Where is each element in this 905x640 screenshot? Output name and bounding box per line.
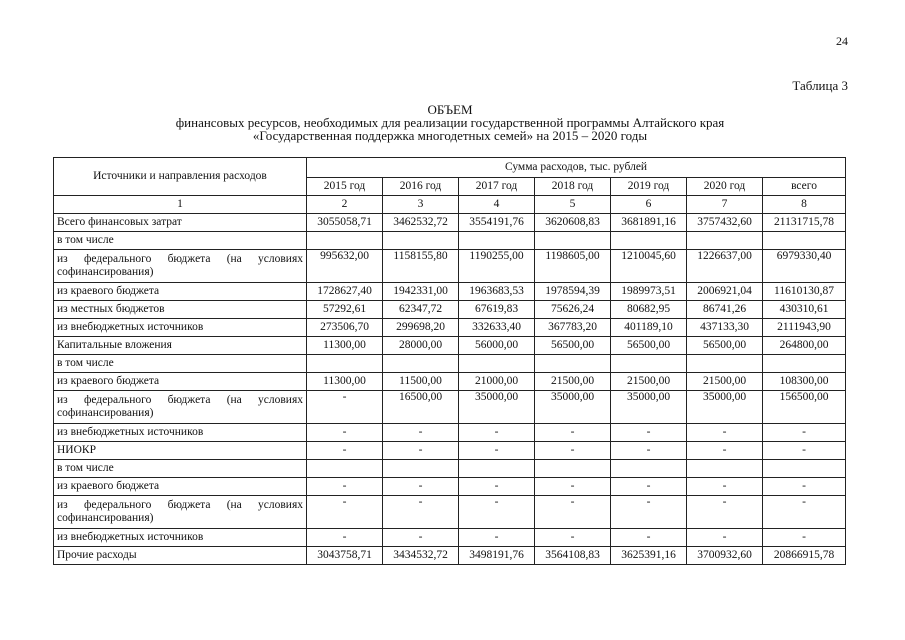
finance-table xyxy=(53,157,846,565)
row-value xyxy=(687,232,763,250)
row-value: 28000,00 xyxy=(383,337,459,355)
row-value: 35000,00 xyxy=(535,391,611,424)
row-value: 1158155,80 xyxy=(383,250,459,283)
row-label: в том числе xyxy=(54,460,307,478)
row-label: из федерального бюджета (на условиях софинансирования) xyxy=(54,391,307,424)
table-row xyxy=(54,355,846,373)
row-value: 3757432,60 xyxy=(687,214,763,232)
table-row xyxy=(54,301,846,319)
column-number: 7 xyxy=(687,196,763,214)
row-value: - xyxy=(383,424,459,442)
title-line-3: «Государственная поддержка многодетных семей» на 2015 – 2020 годы xyxy=(252,128,648,143)
row-value xyxy=(535,460,611,478)
table-row xyxy=(54,547,846,565)
row-label: из краевого бюджета xyxy=(54,283,307,301)
row-value: 62347,72 xyxy=(383,301,459,319)
row-value: 3625391,16 xyxy=(611,547,687,565)
row-value: 80682,95 xyxy=(611,301,687,319)
column-number: 3 xyxy=(383,196,459,214)
row-value: - xyxy=(459,424,535,442)
row-value: 75626,24 xyxy=(535,301,611,319)
row-value: 1198605,00 xyxy=(535,250,611,283)
row-value: - xyxy=(687,442,763,460)
row-value: 1226637,00 xyxy=(687,250,763,283)
row-value: - xyxy=(383,442,459,460)
row-value: 20866915,78 xyxy=(763,547,846,565)
row-value: 11500,00 xyxy=(383,373,459,391)
row-value: 67619,83 xyxy=(459,301,535,319)
row-value: 3055058,71 xyxy=(307,214,383,232)
row-value: - xyxy=(687,496,763,529)
row-value: 11300,00 xyxy=(307,373,383,391)
row-value: 3498191,76 xyxy=(459,547,535,565)
row-value: 21500,00 xyxy=(535,373,611,391)
row-value: 3554191,76 xyxy=(459,214,535,232)
row-value: - xyxy=(535,424,611,442)
row-label: из местных бюджетов xyxy=(54,301,307,319)
table-row xyxy=(54,460,846,478)
row-value xyxy=(459,460,535,478)
row-label: из внебюджетных источников xyxy=(54,424,307,442)
row-value: - xyxy=(383,529,459,547)
row-value: - xyxy=(611,496,687,529)
table-row xyxy=(54,250,846,283)
row-value: - xyxy=(535,496,611,529)
table-row xyxy=(54,478,846,496)
row-value: - xyxy=(763,442,846,460)
row-value: 3434532,72 xyxy=(383,547,459,565)
table-row xyxy=(54,442,846,460)
row-value: 1989973,51 xyxy=(611,283,687,301)
header-year: 2018 год xyxy=(535,178,611,196)
row-value: - xyxy=(307,442,383,460)
table-row xyxy=(54,337,846,355)
column-number: 6 xyxy=(611,196,687,214)
page-number: 24 xyxy=(836,34,848,48)
table-row xyxy=(54,232,846,250)
header-sources: Источники и направления расходов xyxy=(54,158,307,196)
row-value: 264800,00 xyxy=(763,337,846,355)
table-row xyxy=(54,373,846,391)
column-number: 4 xyxy=(459,196,535,214)
table-row xyxy=(54,391,846,424)
row-value xyxy=(763,355,846,373)
table-row xyxy=(54,214,846,232)
row-value: 35000,00 xyxy=(611,391,687,424)
row-value xyxy=(383,355,459,373)
row-value: 108300,00 xyxy=(763,373,846,391)
column-number: 1 xyxy=(54,196,307,214)
row-value: 56500,00 xyxy=(687,337,763,355)
row-value xyxy=(307,355,383,373)
row-value xyxy=(307,232,383,250)
row-value: 57292,61 xyxy=(307,301,383,319)
row-label: в том числе xyxy=(54,232,307,250)
row-value: 21131715,78 xyxy=(763,214,846,232)
row-value: - xyxy=(763,478,846,496)
row-value: 3700932,60 xyxy=(687,547,763,565)
row-value: 21500,00 xyxy=(611,373,687,391)
row-value xyxy=(383,232,459,250)
row-value xyxy=(611,460,687,478)
table-row xyxy=(54,283,846,301)
row-value xyxy=(611,232,687,250)
row-value: - xyxy=(307,391,383,424)
header-year: 2017 год xyxy=(459,178,535,196)
row-value: 299698,20 xyxy=(383,319,459,337)
row-value: - xyxy=(459,529,535,547)
header-total: всего xyxy=(763,178,846,196)
row-value xyxy=(459,232,535,250)
row-value: 401189,10 xyxy=(611,319,687,337)
row-value xyxy=(459,355,535,373)
row-value xyxy=(687,355,763,373)
row-value: - xyxy=(535,529,611,547)
header-year: 2016 год xyxy=(383,178,459,196)
row-value: 21000,00 xyxy=(459,373,535,391)
row-value: - xyxy=(383,478,459,496)
row-value: - xyxy=(611,442,687,460)
row-value: 2006921,04 xyxy=(687,283,763,301)
row-label: НИОКР xyxy=(54,442,307,460)
table-number: Таблица 3 xyxy=(792,78,848,93)
row-label: в том числе xyxy=(54,355,307,373)
row-value: 35000,00 xyxy=(687,391,763,424)
row-value: 1963683,53 xyxy=(459,283,535,301)
row-value: - xyxy=(307,529,383,547)
row-value xyxy=(535,355,611,373)
row-value: 6979330,40 xyxy=(763,250,846,283)
row-value: 35000,00 xyxy=(459,391,535,424)
row-value: - xyxy=(307,478,383,496)
row-value xyxy=(535,232,611,250)
row-value: - xyxy=(763,529,846,547)
row-label: из краевого бюджета xyxy=(54,373,307,391)
row-value: 3681891,16 xyxy=(611,214,687,232)
row-value: - xyxy=(763,496,846,529)
row-value: - xyxy=(459,442,535,460)
row-value: 273506,70 xyxy=(307,319,383,337)
row-value: 56500,00 xyxy=(535,337,611,355)
header-year: 2020 год xyxy=(687,178,763,196)
row-value: - xyxy=(535,442,611,460)
row-value: - xyxy=(687,424,763,442)
row-value: 430310,61 xyxy=(763,301,846,319)
table-row xyxy=(54,319,846,337)
title-line-2: финансовых ресурсов, необходимых для реализации государственной программы Алтайского края xyxy=(175,115,725,130)
row-value: 1210045,60 xyxy=(611,250,687,283)
row-value: - xyxy=(459,496,535,529)
row-value: 11610130,87 xyxy=(763,283,846,301)
column-number: 5 xyxy=(535,196,611,214)
row-value xyxy=(763,460,846,478)
row-value: 1190255,00 xyxy=(459,250,535,283)
table-row xyxy=(54,496,846,529)
table-row xyxy=(54,529,846,547)
row-value: 11300,00 xyxy=(307,337,383,355)
row-value: 332633,40 xyxy=(459,319,535,337)
table-body xyxy=(54,214,846,565)
row-value: - xyxy=(535,478,611,496)
row-value: 3462532,72 xyxy=(383,214,459,232)
row-value: 2111943,90 xyxy=(763,319,846,337)
row-value: 16500,00 xyxy=(383,391,459,424)
row-value: 3043758,71 xyxy=(307,547,383,565)
row-label: Прочие расходы xyxy=(54,547,307,565)
document-title xyxy=(100,103,800,142)
row-value xyxy=(383,460,459,478)
row-label: из краевого бюджета xyxy=(54,478,307,496)
row-value: - xyxy=(307,424,383,442)
row-value: 1728627,40 xyxy=(307,283,383,301)
row-value: 156500,00 xyxy=(763,391,846,424)
row-value: - xyxy=(611,424,687,442)
row-label: из внебюджетных источников xyxy=(54,529,307,547)
row-value xyxy=(611,355,687,373)
header-year: 2019 год xyxy=(611,178,687,196)
row-value: 56000,00 xyxy=(459,337,535,355)
row-label: из внебюджетных источников xyxy=(54,319,307,337)
row-value: - xyxy=(763,424,846,442)
row-label: Всего финансовых затрат xyxy=(54,214,307,232)
row-value xyxy=(687,460,763,478)
row-label: из федерального бюджета (на условиях софинансирования) xyxy=(54,496,307,529)
row-value: 3620608,83 xyxy=(535,214,611,232)
row-value: - xyxy=(611,478,687,496)
row-value: 367783,20 xyxy=(535,319,611,337)
row-label: из федерального бюджета (на условиях софинансирования) xyxy=(54,250,307,283)
row-value: - xyxy=(383,496,459,529)
row-value: - xyxy=(687,529,763,547)
row-value: 437133,30 xyxy=(687,319,763,337)
row-value xyxy=(307,460,383,478)
row-value: 86741,26 xyxy=(687,301,763,319)
row-value: 21500,00 xyxy=(687,373,763,391)
row-value: - xyxy=(687,478,763,496)
row-value: - xyxy=(307,496,383,529)
row-value xyxy=(763,232,846,250)
row-value: 1942331,00 xyxy=(383,283,459,301)
row-value: 56500,00 xyxy=(611,337,687,355)
row-value: 3564108,83 xyxy=(535,547,611,565)
row-label: Капитальные вложения xyxy=(54,337,307,355)
header-year: 2015 год xyxy=(307,178,383,196)
row-value: 995632,00 xyxy=(307,250,383,283)
column-number: 2 xyxy=(307,196,383,214)
row-value: - xyxy=(611,529,687,547)
row-value: 1978594,39 xyxy=(535,283,611,301)
column-number: 8 xyxy=(763,196,846,214)
header-sum: Сумма расходов, тыс. рублей xyxy=(307,158,846,178)
title-line-1: ОБЪЕМ xyxy=(427,102,473,117)
table-row xyxy=(54,424,846,442)
row-value: - xyxy=(459,478,535,496)
